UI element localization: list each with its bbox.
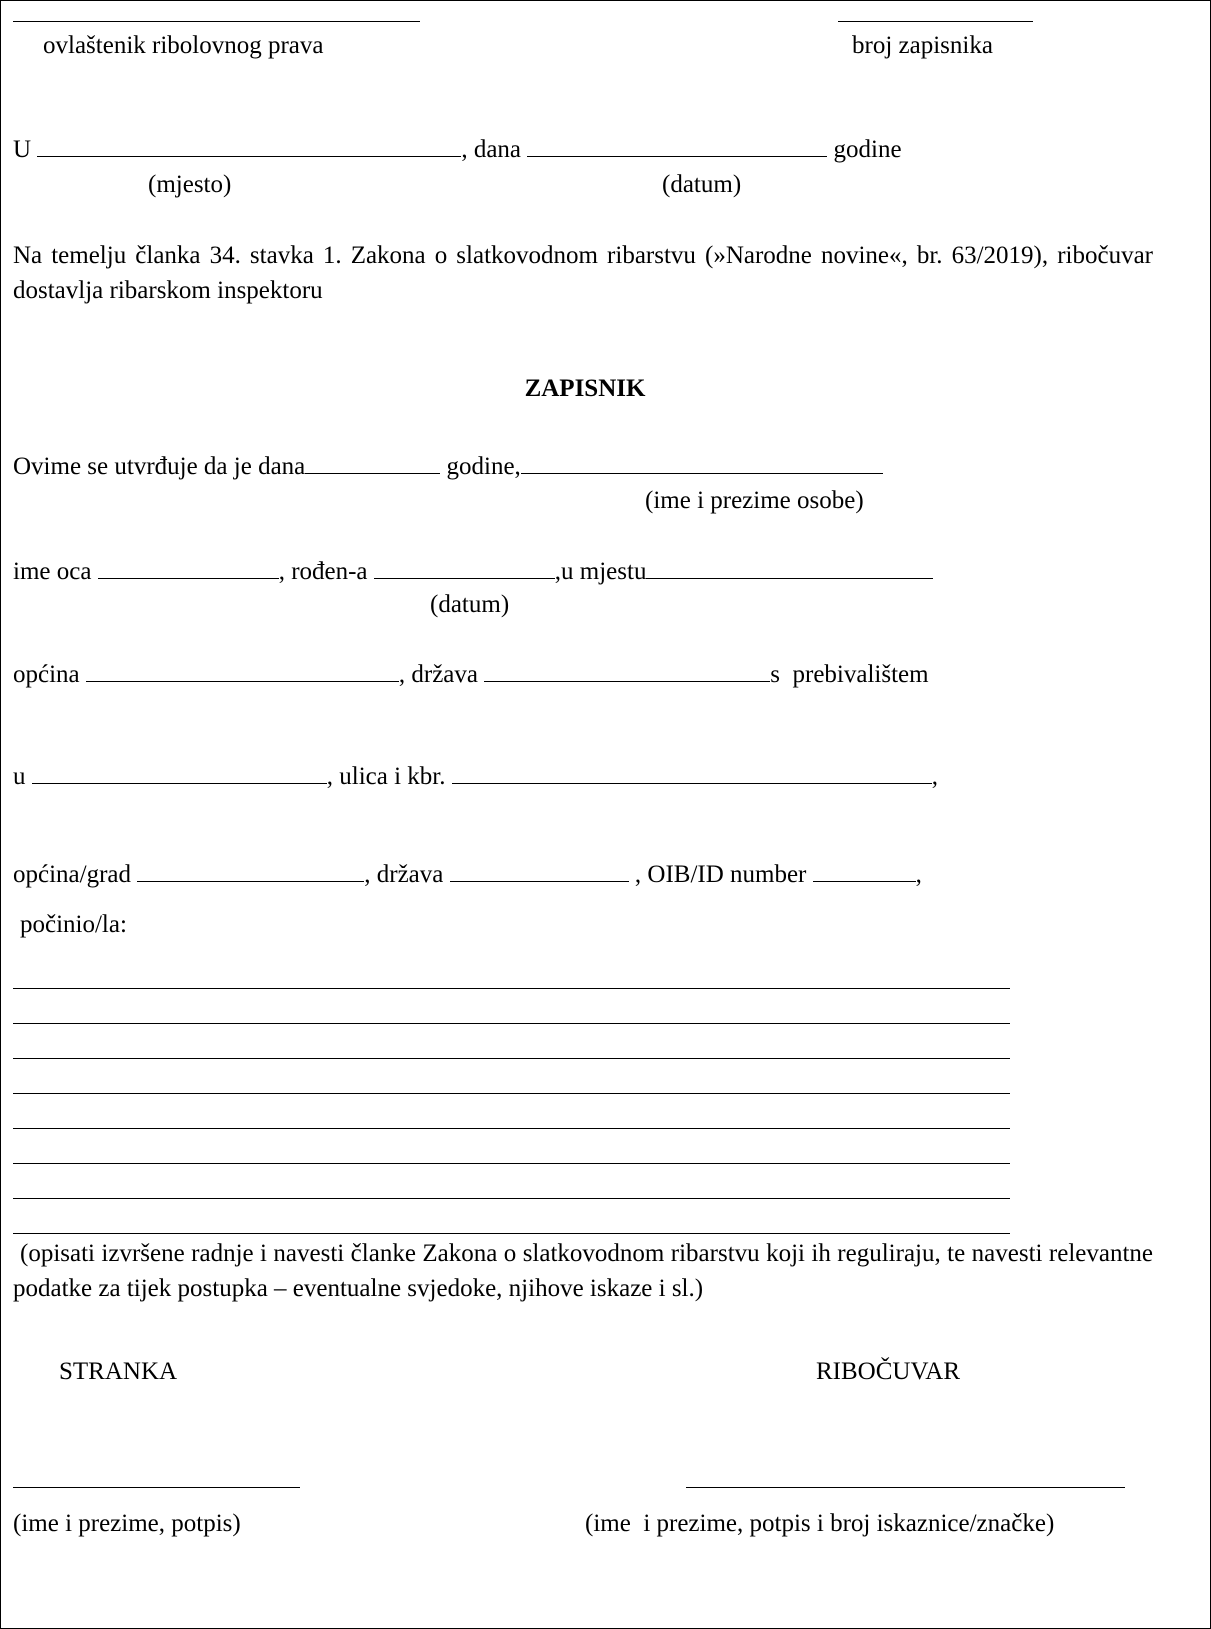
u-label: u — [13, 763, 26, 790]
ovlastenik-field[interactable] — [13, 0, 420, 30]
intro-paragraph: Na temelju članka 34. stavka 1. Zakona o slatkovodnom ribarstvu (»Narodne novine«, br. 63/2019), ribočuvar dostavlja ribarskom inspektoru — [13, 242, 1153, 304]
ribocuvar-heading: RIBOČUVAR — [816, 1358, 961, 1385]
description-line[interactable] — [13, 1023, 1010, 1024]
city-field[interactable] — [137, 880, 364, 882]
oib-label: , OIB/ID number — [628, 861, 807, 888]
date-person-line — [13, 452, 883, 482]
ime-oca-label: ime oca — [13, 558, 92, 585]
country-field[interactable] — [484, 680, 770, 682]
comma: , — [915, 861, 922, 888]
ribocuvar-caption: (ime i prezime, potpis i broj iskaznice/značke) — [585, 1510, 1055, 1537]
description-line[interactable] — [13, 1233, 1010, 1234]
oib-field[interactable] — [813, 880, 916, 882]
country-field-2[interactable] — [450, 880, 629, 882]
comma: , — [931, 763, 938, 790]
city-oib-line — [13, 860, 922, 890]
description-note: (opisati izvršene radnje i navesti članke Zakona o slatkovodnom ribarstvu koji ih reguliraju, te navesti relevantne podatke za tijek postupka – eventualne svjedoke, njihove iskaze i sl.) — [13, 1240, 1153, 1302]
description-line[interactable] — [13, 1093, 1010, 1094]
opcina-label: općina — [13, 661, 80, 688]
address-line — [13, 762, 938, 792]
ovlastenik-caption: ovlaštenik ribolovnog prava — [43, 32, 324, 59]
date-field[interactable] — [305, 472, 440, 474]
father-name-field[interactable] — [98, 577, 279, 579]
roden-label: , rođen-a — [278, 558, 368, 585]
document-title: ZAPISNIK — [524, 375, 646, 402]
dana-label: , dana — [461, 136, 522, 163]
u-label: U — [13, 136, 32, 163]
residence-place-field[interactable] — [32, 782, 327, 784]
opcina-grad-label: općina/grad — [13, 861, 132, 888]
stranka-heading: STRANKA — [59, 1358, 178, 1385]
municipality-line — [13, 660, 929, 690]
broj-zapisnika-caption: broj zapisnika — [852, 32, 993, 59]
stranka-caption: (ime i prezime, potpis) — [13, 1510, 241, 1537]
description-line[interactable] — [13, 1058, 1010, 1059]
street-field[interactable] — [452, 782, 932, 784]
birth-place-field[interactable] — [646, 577, 933, 579]
description-line[interactable] — [13, 988, 1010, 989]
ulica-label: , ulica i kbr. — [326, 763, 446, 790]
broj-zapisnika-field[interactable] — [838, 0, 1033, 30]
datum-caption: (datum) — [662, 171, 742, 198]
person-name-caption: (ime i prezime osobe) — [645, 487, 864, 514]
godine-label: godine — [833, 136, 902, 163]
father-birth-line — [13, 557, 933, 587]
description-line[interactable] — [13, 1198, 1010, 1199]
description-line[interactable] — [13, 1128, 1010, 1129]
mjestu-label: ,u mjestu — [554, 558, 647, 585]
prebivaliste-label: s prebivalištem — [770, 661, 929, 688]
description-line[interactable] — [13, 1163, 1010, 1164]
godine-label: godine, — [440, 453, 521, 480]
birth-date-caption: (datum) — [430, 591, 510, 618]
birth-date-field[interactable] — [374, 577, 555, 579]
drzava-label: , država — [398, 661, 479, 688]
place-date-line — [13, 135, 902, 165]
ovime-label: Ovime se utvrđuje da je dana — [13, 453, 306, 480]
municipality-field[interactable] — [86, 680, 399, 682]
drzava-label: , država — [364, 861, 444, 888]
ribocuvar-signature-line[interactable] — [686, 1487, 1125, 1488]
pocinio-label: počinio/la: — [20, 911, 127, 938]
stranka-signature-line[interactable] — [13, 1487, 300, 1488]
mjesto-caption: (mjesto) — [148, 171, 232, 198]
mjesto-field[interactable] — [37, 155, 461, 157]
datum-field[interactable] — [527, 155, 827, 157]
person-name-field[interactable] — [521, 472, 883, 474]
